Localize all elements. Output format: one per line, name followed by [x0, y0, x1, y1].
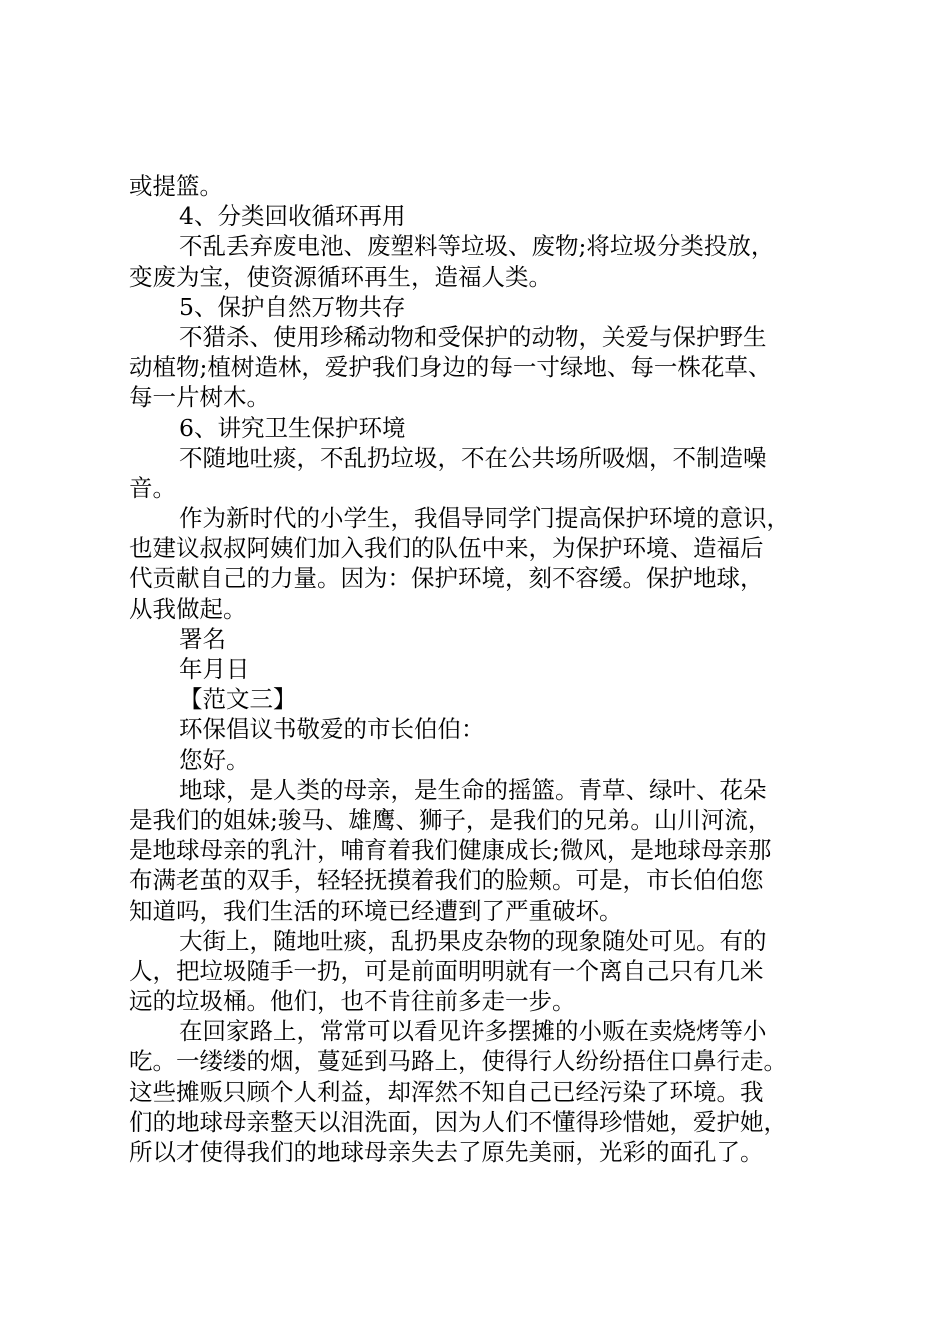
text-line: 作为新时代的小学生，我倡导同学门提高保护环境的意识，: [179, 504, 790, 533]
text-line: 不乱丢弃废电池、废塑料等垃圾、废物;将垃圾分类投放，: [179, 232, 775, 261]
text-line: 【范文三】: [179, 685, 297, 714]
text-line: 们的地球母亲整天以泪洗面，因为人们不懂得珍惜她，爱护她，: [129, 1107, 787, 1136]
text-line: 是我们的姐妹;骏马、雄鹰、狮子，是我们的兄弟。山川河流，: [129, 805, 772, 834]
text-line: 所以才使得我们的地球母亲失去了原先美丽，光彩的面孔了。: [129, 1138, 764, 1166]
text-line: 是地球母亲的乳汁，哺育着我们健康成长;微风，是地球母亲那: [129, 836, 772, 865]
text-line: 这些摊贩只顾个人利益，却浑然不知自己已经污染了环境。我: [129, 1077, 764, 1106]
text-line: 吃。一缕缕的烟，蔓延到马路上，使得行人纷纷捂住口鼻行走。: [129, 1047, 787, 1076]
text-line: 6、讲究卫生保护环境: [179, 413, 406, 442]
text-line: 也建议叔叔阿姨们加入我们的队伍中来，为保护环境、造福后: [129, 534, 764, 563]
text-line: 您好。: [179, 745, 250, 774]
text-line: 人，把垃圾随手一扔，可是前面明明就有一个离自己只有几米: [129, 956, 764, 985]
text-line: 署名: [179, 624, 226, 653]
text-line: 音。: [129, 473, 176, 502]
text-line: 不随地吐痰，不乱扔垃圾，不在公共场所吸烟，不制造噪: [179, 443, 767, 472]
text-line: 环保倡议书敬爱的市长伯伯：: [179, 715, 485, 744]
text-line: 变废为宝，使资源循环再生，造福人类。: [129, 262, 552, 291]
text-line: 代贡献自己的力量。因为：保护环境，刻不容缓。保护地球，: [129, 564, 764, 593]
text-line: 布满老茧的双手，轻轻抚摸着我们的脸颊。可是，市长伯伯您: [129, 866, 764, 895]
text-line: 不猎杀、使用珍稀动物和受保护的动物，关爱与保护野生: [179, 322, 767, 351]
text-line: 知道吗，我们生活的环境已经遭到了严重破坏。: [129, 896, 623, 925]
text-line: 在回家路上，常常可以看见许多摆摊的小贩在卖烧烤等小: [179, 1017, 767, 1046]
text-line: 大街上，随地吐痰，乱扔果皮杂物的现象随处可见。有的: [179, 926, 767, 955]
text-line: 或提篮。: [129, 172, 223, 200]
text-line: 动植物;植树造林，爱护我们身边的每一寸绿地、每一株花草、: [129, 353, 772, 382]
document-body: [129, 171, 841, 1167]
text-line: 年月日: [179, 655, 250, 683]
text-line: 4、分类回收循环再用: [179, 202, 406, 231]
text-line: 远的垃圾桶。他们，也不肯往前多走一步。: [129, 987, 576, 1016]
text-line: 每一片树木。: [129, 383, 270, 412]
text-line: 地球，是人类的母亲，是生命的摇篮。青草、绿叶、花朵: [179, 775, 767, 804]
text-line: 从我做起。: [129, 594, 247, 623]
text-line: 5、保护自然万物共存: [179, 292, 406, 321]
